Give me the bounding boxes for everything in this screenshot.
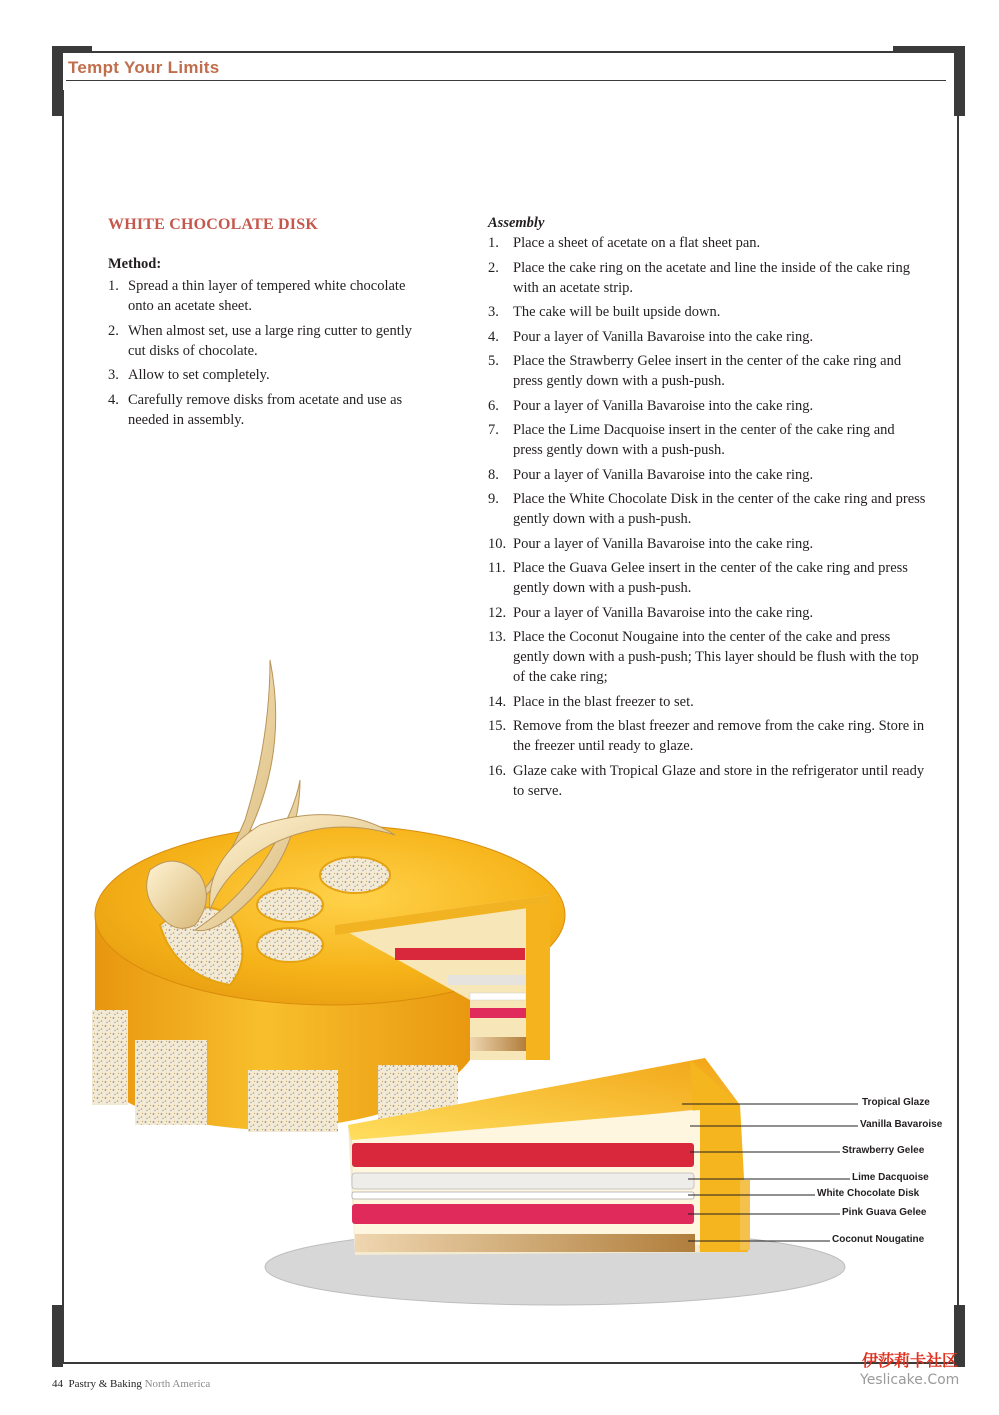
label-white-chocolate-disk: White Chocolate Disk <box>817 1188 920 1199</box>
publication-name: Pastry & Baking <box>68 1378 142 1390</box>
step-number: 2. <box>488 259 499 276</box>
step-text: Place the White Chocolate Disk in the center of the cake ring and press gently down with a push-push. <box>513 491 926 527</box>
step-text: Place the cake ring on the acetate and line the inside of the cake ring with an acetate strip. <box>513 259 910 296</box>
publication-region: North America <box>144 1378 211 1390</box>
step-text: Place the Guava Gelee insert in the center of the cake ring and press gently down with a push-push. <box>513 560 908 596</box>
layer-coconut-nougatine <box>355 1234 695 1252</box>
step-number: 5. <box>488 353 499 369</box>
step-text: Place a sheet of acetate on a flat sheet pan. <box>513 235 761 251</box>
step-text: Pour a layer of Vanilla Bavaroise into the cake ring. <box>513 604 814 621</box>
step-number: 15. <box>488 718 507 734</box>
label-vanilla-bavaroise: Vanilla Bavaroise <box>860 1119 943 1130</box>
step-text: Pour a layer of Vanilla Bavaroise into the cake ring. <box>513 466 814 483</box>
step-text: The cake will be built upside down. <box>513 304 721 320</box>
layer-white-chocolate-disk <box>352 1192 694 1199</box>
step-text: When almost set, use a large ring cutter to gently cut disks of chocolate. <box>128 322 413 359</box>
step-number: 10. <box>488 535 507 552</box>
step-text: Pour a layer of Vanilla Bavaroise into the cake ring. <box>513 328 814 345</box>
step-number: 2. <box>108 322 119 339</box>
step-number: 14. <box>488 693 507 710</box>
method-heading: Method: <box>108 256 162 272</box>
step-number: 4. <box>108 391 119 408</box>
step-text: Carefully remove disks from acetate and use as needed in assembly. <box>128 391 403 428</box>
whole-cake <box>92 660 565 1132</box>
watermark-site: Yeslicake.Com <box>860 1372 960 1388</box>
step-number: 11. <box>488 560 506 576</box>
layer-pink-guava-gelee <box>352 1204 694 1224</box>
watermark-chinese: 伊莎莉卡社区 <box>862 1351 959 1370</box>
step-text: Remove from the blast freezer and remove from the cake ring. Store in the freezer until ready to glaze. <box>513 718 925 754</box>
step-number: 13. <box>488 629 507 645</box>
assembly-heading: Assembly <box>488 215 545 231</box>
section-title: WHITE CHOCOLATE DISK <box>108 216 318 233</box>
step-number: 8. <box>488 466 499 483</box>
step-text: Spread a thin layer of tempered white chocolate onto an acetate sheet. <box>128 278 406 314</box>
step-text: Pour a layer of Vanilla Bavaroise into the cake ring. <box>513 535 814 552</box>
page-footer <box>52 1378 210 1390</box>
label-pink-guava-gelee: Pink Guava Gelee <box>842 1207 927 1218</box>
step-number: 3. <box>488 304 499 320</box>
step-number: 3. <box>108 367 119 383</box>
step-text: Place the Coconut Nougaine into the center of the cake and press gently down with a push-push; This layer should be flush with the top of the cake ring; <box>513 629 919 685</box>
step-number: 16. <box>488 762 507 779</box>
label-coconut-nougatine: Coconut Nougatine <box>832 1234 925 1245</box>
step-number: 1. <box>108 278 119 294</box>
step-number: 7. <box>488 422 499 438</box>
label-strawberry-gelee: Strawberry Gelee <box>842 1145 925 1156</box>
step-text: Place in the blast freezer to set. <box>513 693 694 710</box>
page-number: 44 <box>52 1378 63 1390</box>
layer-strawberry-gelee <box>352 1143 694 1167</box>
layer-lime-dacquoise <box>352 1173 694 1189</box>
label-lime-dacquoise: Lime Dacquoise <box>852 1172 929 1183</box>
step-text: Glaze cake with Tropical Glaze and store in the refrigerator until ready to serve. <box>513 762 925 799</box>
page-header-title: Tempt Your Limits <box>68 58 220 77</box>
step-number: 6. <box>488 397 499 414</box>
step-number: 1. <box>488 235 499 251</box>
step-number: 9. <box>488 491 499 507</box>
step-text: Pour a layer of Vanilla Bavaroise into the cake ring. <box>513 397 814 414</box>
label-tropical-glaze: Tropical Glaze <box>862 1097 930 1108</box>
step-text: Place the Lime Dacquoise insert in the center of the cake ring and press gently down with a push-push. <box>513 422 895 458</box>
step-text: Allow to set completely. <box>128 367 270 383</box>
step-number: 12. <box>488 604 507 621</box>
step-number: 4. <box>488 328 499 345</box>
step-text: Place the Strawberry Gelee insert in the center of the cake ring and press gently down with a push-push. <box>513 353 902 389</box>
